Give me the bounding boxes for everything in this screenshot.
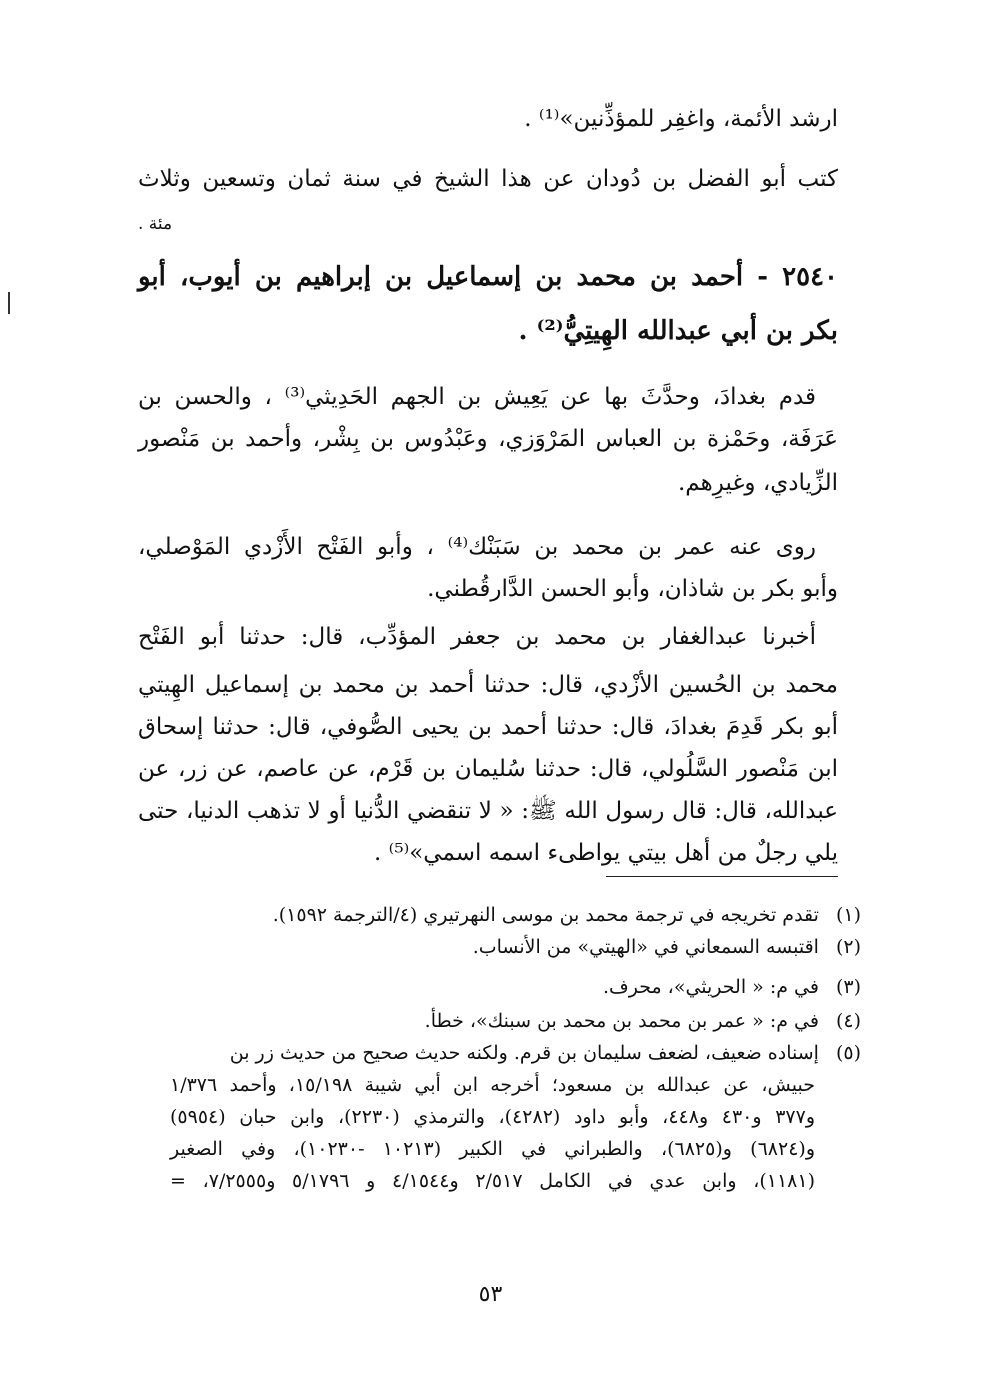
footnote-continuation: حبيش، عن عبدالله بن مسعود؛ أخرجه ابن أبي شيبة ١٥/١٩٨، وأحمد ١/٣٧٦: [170, 1074, 815, 1096]
footnote-text: إسناده ضعيف، لضعف سليمان بن قرم. ولكنه حديث صحيح من حديث زر بن: [229, 1042, 819, 1064]
text-line: ارشد الأئمة، واغفِر للمؤذِّنين»⁽¹⁾ .: [524, 106, 838, 132]
text-line: وأبو بكر بن شاذان، وأبو الحسن الدَّارقُطني.: [427, 576, 838, 602]
footnote: [603, 972, 861, 1002]
footnote-number: (١): [835, 904, 861, 926]
footnote-continuation: و٣٧٧ و٤٣٠ و٤٤٨، وأبو داود (٤٢٨٢)، والترمذي (٢٢٣٠)، وابن حبان (٥٩٥٤): [170, 1106, 815, 1128]
footnote: [473, 932, 861, 962]
page-number: ٥٣: [478, 1282, 503, 1307]
footnote-number: (٢): [835, 936, 861, 958]
text-line: عَرَفَة، وحَمْزة بن العباس المَرْوَزي، وعَبْدُوس بن بِشْر، وأحمد بن مَنْصور: [138, 426, 838, 452]
footnote-number: (٤): [835, 1010, 861, 1032]
footnote-continuation: (١١٨١)، وابن عدي في الكامل ٢/٥١٧ و٤/١٥٤٤ و ٥/١٧٩٦ و٧/٢٥٥٥، =: [170, 1170, 815, 1192]
text-line: يلي رجلٌ من أهل بيتي يواطىء اسمه اسمي»⁽⁵⁾ .: [374, 840, 838, 866]
footnote-text: في م: « الحريثي»، محرف.: [602, 976, 819, 998]
text-line: أبو بكر قَدِمَ بغدادَ، قال: حدثنا أحمد بن يحيى الصُّوفي، قال: حدثنا إسحاق: [138, 714, 838, 740]
text-line: كتب أبو الفضل بن دُودان عن هذا الشيخ في سنة ثمان وتسعين وثلاث: [138, 166, 838, 192]
footnote-text: في م: « عمر بن محمد بن محمد بن سبنك»، خطأ.: [424, 1010, 819, 1032]
text-line: ابن مَنْصور السَّلُولي، قال: حدثنا سُليمان بن قَرْم، عن عاصم، عن زر، عن: [138, 756, 838, 782]
text-line: الزِّيادي، وغيرِهم.: [678, 470, 838, 496]
text-line: روى عنه عمر بن محمد بن سَبَنْك⁽⁴⁾ ، وأبو الفَتْح الأَزْدي المَوْصلي،: [138, 534, 816, 560]
footnote-text: تقدم تخريجه في ترجمة محمد بن موسى النهرتيري (٤/الترجمة ١٥٩٢).: [272, 904, 819, 926]
text-line: مئة .: [138, 214, 173, 234]
text-line: عبدالله، قال: قال رسول الله ﷺ: « لا تنقضي الدُّنيا أو لا تذهب الدنيا، حتى: [138, 798, 838, 824]
footnote-continuation: و(٦٨٢٤) و(٦٨٢٥)، والطبراني في الكبير (١٠٢١٣ -١٠٢٣٠)، وفي الصغير: [170, 1138, 815, 1160]
margin-mark: [8, 292, 10, 314]
footnote-text: اقتبسه السمعاني في «الهيتي» من الأنساب.: [472, 936, 819, 958]
text-line: محمد بن الحُسين الأزْدي، قال: حدثنا أحمد بن محمد بن إسماعيل الهِيتي: [138, 672, 838, 698]
entry-heading: ٢٥٤٠ - أحمد بن محمد بن إسماعيل بن إبراهيم بن أيوب، أبو: [138, 262, 838, 292]
entry-heading-cont: بكر بن أبي عبدالله الهِيتِيُّ⁽²⁾ .: [518, 316, 838, 346]
footnote-number: (٣): [835, 976, 861, 998]
footnote-separator: [606, 876, 838, 877]
footnote-number: (٥): [835, 1042, 861, 1064]
footnote: [273, 900, 861, 930]
text-line: قدم بغدادَ، وحدَّثَ بها عن يَعِيش بن الجهم الحَدِيثي⁽³⁾ ، والحسن بن: [138, 384, 817, 410]
footnote: [230, 1038, 861, 1068]
text-line: أخبرنا عبدالغفار بن محمد بن جعفر المؤدِّب، قال: حدثنا أبو الفَتْح: [138, 624, 816, 650]
footnote: [425, 1006, 861, 1036]
